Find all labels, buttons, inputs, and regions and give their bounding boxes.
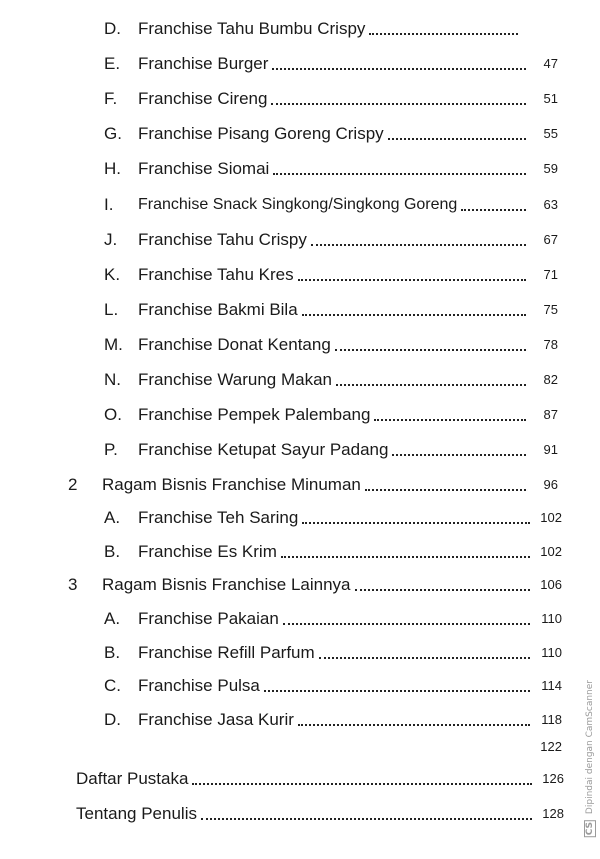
toc-title: Tentang Penulis: [76, 804, 197, 823]
toc-title: Franchise Ketupat Sayur Padang: [138, 440, 389, 459]
leader-dots: [192, 783, 532, 785]
toc-row: [520, 728, 562, 758]
toc-row: [104, 361, 558, 391]
toc-title: Franchise Bakmi Bila: [138, 300, 298, 319]
toc-page-number: 87: [543, 407, 558, 422]
toc-marker: K.: [104, 265, 121, 284]
toc-row: [104, 701, 562, 731]
toc-page-number: 67: [543, 232, 558, 247]
leader-dots: [264, 690, 530, 692]
toc-backmatter-row: [76, 760, 564, 790]
toc-marker: P.: [104, 440, 118, 459]
toc-title: Franchise Teh Saring: [138, 508, 299, 527]
toc-page-number: 63: [543, 197, 558, 212]
toc-title: Franchise Jasa Kurir: [138, 710, 294, 729]
camscanner-logo-icon: CS: [585, 821, 595, 836]
leader-dots: [272, 68, 526, 70]
toc-page-number: 51: [543, 91, 558, 106]
leader-dots: [298, 724, 530, 726]
toc-marker: E.: [104, 54, 121, 73]
scanner-watermark-text: Dipindai dengan CamScanner: [585, 680, 595, 815]
toc-title: Franchise Refill Parfum: [138, 643, 315, 662]
leader-dots: [281, 556, 530, 558]
toc-title: Franchise Pulsa: [138, 676, 260, 695]
toc-row: [104, 326, 558, 356]
toc-title: Franchise Snack Singkong/Singkong Goreng: [138, 196, 458, 213]
toc-page-number: 126: [542, 771, 564, 786]
toc-page-number: 118: [541, 712, 562, 727]
toc-row: [104, 221, 558, 251]
toc-page-number: 47: [543, 56, 558, 71]
toc-page-number: 71: [543, 267, 558, 282]
toc-marker: L.: [104, 300, 119, 319]
toc-page-number: 59: [543, 161, 558, 176]
toc-title: Franchise Pakaian: [138, 609, 279, 628]
toc-row: [104, 600, 562, 630]
leader-dots: [365, 489, 526, 491]
toc-marker: H.: [104, 159, 121, 178]
toc-title: Ragam Bisnis Franchise Minuman: [102, 475, 361, 494]
toc-marker: M.: [104, 335, 123, 354]
toc-title: Franchise Tahu Crispy: [138, 230, 307, 249]
toc-row: [104, 115, 558, 145]
toc-marker: A.: [104, 609, 121, 628]
toc-row: [104, 80, 558, 110]
toc-marker: B.: [104, 542, 121, 561]
toc-page-number: 82: [543, 372, 558, 387]
toc-page-number: 91: [543, 442, 558, 457]
toc-marker: F.: [104, 89, 118, 108]
toc-page-number: 75: [543, 302, 558, 317]
toc-row: [104, 396, 558, 426]
toc-page-number: 110: [541, 645, 562, 660]
toc-row: [104, 10, 524, 40]
toc-title: Franchise Pisang Goreng Crispy: [138, 124, 384, 143]
leader-dots: [302, 314, 526, 316]
scanner-watermark: [584, 680, 596, 837]
leader-dots: [369, 33, 518, 35]
toc-section-number: 2: [68, 475, 78, 494]
toc-title: Franchise Tahu Kres: [138, 265, 294, 284]
toc-page-number: 78: [543, 337, 558, 352]
toc-title: Franchise Siomai: [138, 159, 270, 178]
toc-marker: J.: [104, 230, 118, 249]
toc-marker: N.: [104, 370, 121, 389]
toc-row: [104, 634, 562, 664]
toc-page-number: 122: [540, 739, 562, 754]
toc-section-row: [68, 466, 558, 496]
toc-marker: O.: [104, 405, 122, 424]
toc-page-number: 114: [541, 678, 562, 693]
toc-section-row: [68, 566, 562, 596]
toc-title: Franchise Es Krim: [138, 542, 277, 561]
toc-row: [104, 45, 558, 75]
toc-title: Franchise Tahu Bumbu Crispy: [138, 19, 366, 38]
toc-row: [104, 431, 558, 461]
leader-dots: [273, 173, 526, 175]
leader-dots: [461, 209, 526, 211]
toc-page-number: 102: [540, 544, 562, 559]
toc-title: Franchise Cireng: [138, 89, 268, 108]
toc-page-number: 106: [540, 577, 562, 592]
toc-page-number: 102: [540, 510, 562, 525]
toc-row: [104, 667, 562, 697]
toc-page-number: 110: [541, 611, 562, 626]
toc-marker: A.: [104, 508, 121, 527]
toc-marker: B.: [104, 643, 121, 662]
toc-marker: I.: [104, 195, 114, 214]
leader-dots: [388, 138, 526, 140]
leader-dots: [201, 818, 532, 820]
toc-backmatter-row: [76, 795, 564, 825]
toc-row: [104, 150, 558, 180]
toc-marker: G.: [104, 124, 122, 143]
leader-dots: [392, 454, 526, 456]
toc-title: Franchise Donat Kentang: [138, 335, 331, 354]
toc-title: Ragam Bisnis Franchise Lainnya: [102, 575, 351, 594]
toc-page-number: 55: [543, 126, 558, 141]
leader-dots: [355, 589, 530, 591]
toc-row: [104, 256, 558, 286]
toc-row: [104, 533, 562, 563]
leader-dots: [311, 244, 526, 246]
leader-dots: [271, 103, 526, 105]
toc-marker: D.: [104, 710, 121, 729]
toc-section-number: 3: [68, 575, 78, 594]
toc-title: Daftar Pustaka: [76, 769, 189, 788]
toc-marker: C.: [104, 676, 121, 695]
toc-page-number: 96: [543, 477, 558, 492]
leader-dots: [374, 419, 526, 421]
toc-title: Franchise Pempek Palembang: [138, 405, 371, 424]
leader-dots: [319, 657, 530, 659]
toc-page-number: 128: [542, 806, 564, 821]
leader-dots: [283, 623, 530, 625]
leader-dots: [302, 522, 530, 524]
toc-row: [104, 499, 562, 529]
toc-row: [104, 186, 558, 216]
toc-row: [104, 291, 558, 321]
toc-marker: D.: [104, 19, 121, 38]
leader-dots: [336, 384, 526, 386]
leader-dots: [335, 349, 526, 351]
toc-title: Franchise Warung Makan: [138, 370, 333, 389]
leader-dots: [298, 279, 526, 281]
toc-title: Franchise Burger: [138, 54, 269, 73]
